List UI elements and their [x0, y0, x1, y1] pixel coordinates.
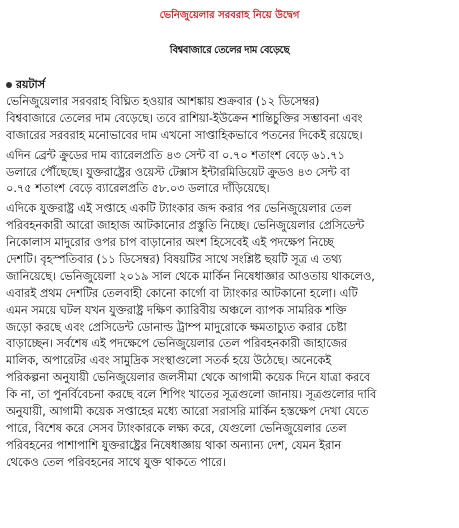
article-line: এমন সময়ে ঘটল যখন যুক্তরাষ্ট্র দক্ষিণ ক্যারিবীয় অঞ্চলে ব্যাপক সামরিক শক্তি [6, 303, 347, 317]
article-line: ভেনিজুয়েলার সরবরাহ বিঘ্নিত হওয়ার আশঙ্কায় শুক্রবার (১২ ডিসেম্বর) [6, 95, 320, 108]
article-line: ০.৭৫ শতাংশ বেড়ে ব্যারেলপ্রতি ৫৮.০৩ ডলারে দাঁড়িয়েছে। [6, 182, 270, 196]
article-line: পরিবহনকারী আরো জাহাজ আটকানোর প্রস্তুতি নিচ্ছে। ভেনিজুয়েলার প্রেসিডেন্ট [6, 219, 365, 233]
article-line: বাজারের সরবরাহ মনোভাবের দাম এখনো সাপ্তাহিকভাবে পতনের দিকেই রয়েছে। [6, 128, 363, 142]
article-kicker: ভেনিজুয়েলার সরবরাহ নিয়ে উদ্বেগ [159, 10, 300, 21]
article-line: অনুযায়ী, আগামী কয়েক সপ্তাহের মধ্যে আরো সরাসরি মার্কিন হস্তক্ষেপ দেখা যেতে [6, 405, 369, 419]
article-line: এদিন ব্রেন্ট ক্রুডের দাম ব্যারেলপ্রতি ৪৩ সেন্ট বা ০.৭০ শতাংশ বেড়ে ৬১.৭১ [6, 148, 345, 162]
byline-bullet-icon [6, 82, 12, 88]
article-line: থেকেও তেল পরিবহনের সাথে যুক্ত থাকতে পারে। [6, 455, 226, 469]
article-line: বিশ্ববাজারে তেলের দাম বেড়েছে। তবে রাশিয়া-ইউক্রেন শান্তিচুক্তির সম্ভাবনা এবং [6, 111, 363, 125]
byline-source: রয়টার্স [16, 78, 45, 91]
article-line: এদিকে যুক্তরাষ্ট্র এই সপ্তাহে একটি ট্যাংকার জব্দ করার পর ভেনিজুয়েলার তেল [6, 202, 352, 216]
article-line: মালিক, অপারেটর এবং সামুদ্রিক সংস্থাগুলো সতর্ক হয়ে উঠেছে। অনেকেই [6, 354, 332, 368]
article-line: জড়ো করছে এবং প্রেসিডেন্ট ডোনাল্ড ট্রাম্প মাদুরোকে ক্ষমতাচ্যুত করার চেষ্টা [6, 320, 347, 334]
article-line: বাড়াচ্ছেন। সর্বশেষ এই পদক্ষেপে ভেনিজুয়েলার তেল পরিবহনকারী জাহাজের [6, 337, 348, 351]
article-line: দেশটি। বৃহস্পতিবার (১১ ডিসেম্বর) বিষয়টির সাথে সংশ্লিষ্ট ছয়টি সূত্র এ তথ্য [6, 253, 342, 267]
article-line: ডলারে পৌঁছেছে। যুক্তরাষ্ট্রের ওয়েস্ট টেক্সাস ইন্টারমিডিয়েট ক্রুডও ৪৩ সেন্ট বা [6, 165, 350, 179]
article-headline: বিশ্ববাজারে তেলের দাম বেড়েছে [169, 45, 290, 56]
article-line: এবারই প্রথম দেশটির তেলবাহী কোনো কার্গো বা ট্যাংকার আটকানো হলো। এটি [6, 286, 358, 300]
article-line: জানিয়েছে। ভেনিজুয়েলা ২০১৯ সাল থেকে মার্কিন নিষেধাজ্ঞার আওতায় থাকলেও, [6, 269, 375, 283]
article-line: পারে, বিশেষ করে সেসব ট্যাংকারকে লক্ষ্য করে, যেগুলো ভেনিজুয়েলার তেল [6, 421, 347, 435]
article-line: কি না, তা পুনর্বিবেচনা করছে বলে শিপিং খাতের সূত্রগুলো জানায়। সূত্রগুলোর দাবি [6, 388, 377, 402]
article-line: পরিকল্পনা অনুযায়ী ভেনিজুয়েলার জলসীমা থেকে আগামী কয়েক দিনে যাত্রা করবে [6, 371, 371, 385]
article-body [6, 94, 453, 472]
article-line: পরিবহনের পাশাপাশি যুক্তরাষ্ট্রের নিষেধাজ্ঞায় থাকা অন্যান্য দেশ, যেমন ইরান [6, 438, 342, 452]
article-line: নিকোলাস মাদুরোর ওপর চাপ বাড়ানোর অংশ হিসেবেই এই পদক্ষেপ নিচ্ছে [6, 236, 334, 250]
article-byline [6, 78, 45, 92]
